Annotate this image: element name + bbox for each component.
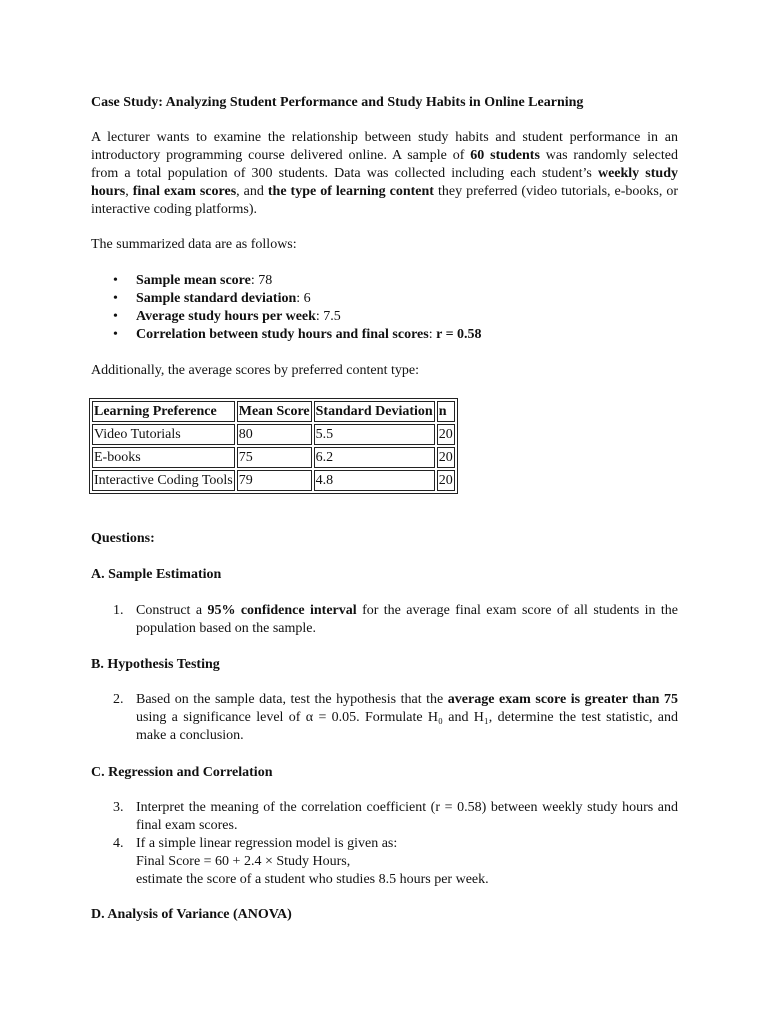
bullet-value-bold: r = 0.58 [436,327,482,342]
table-header-cell: n [437,401,455,422]
intro-paragraph [91,129,678,219]
question-3 [91,799,678,835]
table-header-cell: Learning Preference [92,401,235,422]
additional-lead: Additionally, the average scores by preferred content type: [91,363,419,378]
table-cell: 75 [237,447,312,468]
bullet-dot-icon: • [113,291,118,306]
questions-heading: Questions: [91,531,155,546]
bullet-label: Sample standard deviation [136,291,297,306]
question-4 [91,835,678,889]
table-cell: 79 [237,470,312,491]
table-cell: Video Tutorials [92,424,235,445]
question-bold-part: 95% confidence interval [207,603,357,618]
question-text-part: for the average final exam score of all students in the population based on the sample. [136,603,679,636]
question-bold-part: average exam score is greater than 75 [447,692,678,707]
table-row [92,447,455,468]
table-cell: 80 [237,424,312,445]
bullet-value: : 78 [250,273,273,288]
question-text-part: Construct a [136,603,208,618]
question-text: Interpret the meaning of the correlation coefficient (r = 0.58) between weekly study hours and final exam scores. [136,800,678,833]
question-text-part: Based on the sample data, test the hypothesis that the [136,692,448,707]
question-line: estimate the score of a student who studies 8.5 hours per week. [136,872,489,887]
table-cell: 4.8 [314,470,435,491]
section-heading-d: D. Analysis of Variance (ANOVA) [91,907,292,922]
summary-lead: The summarized data are as follows: [91,237,297,252]
table-header-row [92,401,455,422]
table-cell: 20 [437,447,455,468]
intro-text-3: , [125,184,133,199]
regression-formula: Final Score = 60 + 2.4 × Study Hours, [136,854,351,869]
intro-text-4: , and [236,184,268,199]
intro-text-1: A lecturer wants to examine the relationship between study habits and student performance in an introductory programming course delivered online. A sample of [91,130,678,163]
bullet-value: : 6 [296,291,311,306]
intro-bold-content-type: the type of learning content [267,184,434,199]
intro-bold-study-hours: weekly study hours [91,166,678,199]
bullet-dot-icon: • [113,273,118,288]
document-title: Case Study: Analyzing Student Performance and Study Habits in Online Learning [91,95,584,110]
table-header-cell: Standard Deviation [314,401,435,422]
table-row [92,424,455,445]
intro-text-2: was randomly selected from a total population of 300 students. Data was collected including each student’s [91,148,678,181]
question-2 [91,691,678,745]
intro-bold-exam-scores: final exam scores [132,184,237,199]
bullet-dot-icon: • [113,327,118,342]
question-number: 3. [113,800,124,815]
question-line: If a simple linear regression model is given as: [136,836,398,851]
bullet-value: : 7.5 [315,309,341,324]
table-cell: 20 [437,424,455,445]
table-cell: 6.2 [314,447,435,468]
question-number: 4. [113,836,124,851]
bullet-value: : [428,327,437,342]
bullet-dot-icon: • [113,309,118,324]
table-cell: 20 [437,470,455,491]
bullet-label: Average study hours per week [136,309,316,324]
table-cell: 5.5 [314,424,435,445]
table-cell: E-books [92,447,235,468]
table-header-cell: Mean Score [237,401,312,422]
intro-text-5: they preferred (video tutorials, e-books, or interactive coding platforms). [91,184,679,217]
section-heading-b: B. Hypothesis Testing [91,657,220,672]
question-text [136,835,678,889]
bullet-label: Correlation between study hours and final scores [136,327,429,342]
question-number: 1. [113,603,124,618]
summary-bullet-list [91,272,691,344]
bullet-item [91,272,691,290]
bullet-item [91,326,691,344]
question-text-part: using a significance level of α = 0.05. Formulate H₀ and H₁, determine the test statistic, and make a conclusion. [136,710,678,743]
question-text [136,602,678,638]
table-cell: Interactive Coding Tools [92,470,235,491]
bullet-item [91,290,691,308]
section-heading-c: C. Regression and Correlation [91,765,273,780]
section-heading-a: A. Sample Estimation [91,567,222,582]
question-1 [91,602,678,638]
intro-bold-sample-size: 60 students [470,148,540,163]
bullet-item [91,308,691,326]
question-number: 2. [113,692,124,707]
content-type-table [89,398,458,494]
question-text [136,691,678,745]
bullet-label: Sample mean score [136,273,251,288]
table-row [92,470,455,491]
